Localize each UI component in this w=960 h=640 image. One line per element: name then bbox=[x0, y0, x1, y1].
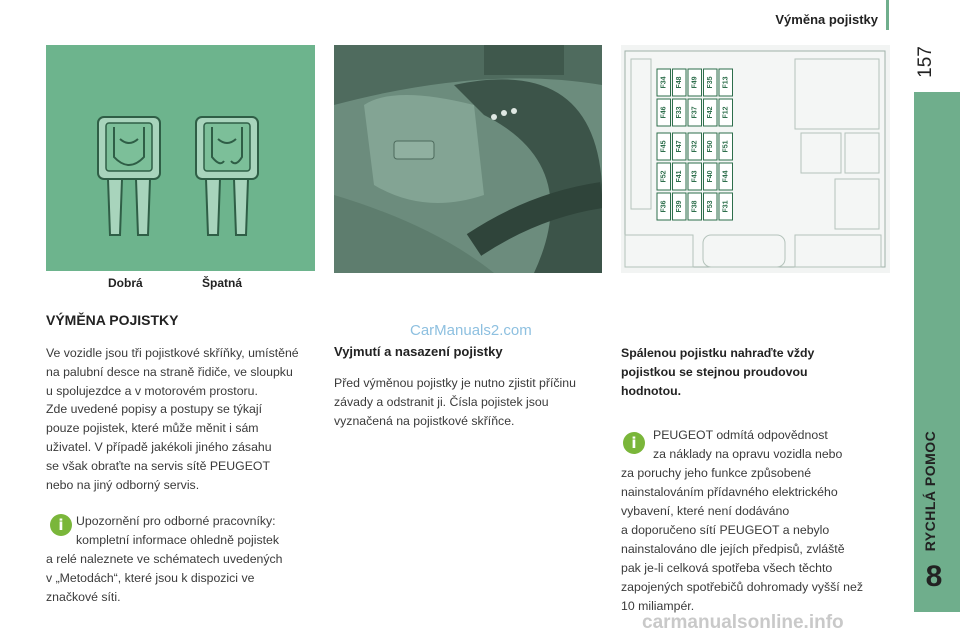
warning-line: pojistkou se stejnou proudovou bbox=[621, 365, 808, 379]
fuse-label: F37 bbox=[691, 106, 699, 119]
professional-note bbox=[46, 512, 318, 607]
chapter-number: 8 bbox=[925, 560, 943, 593]
section-heading: VÝMĚNA POJISTKY bbox=[46, 312, 179, 328]
watermark-top: CarManuals2.com bbox=[410, 322, 532, 339]
fuse-label: F49 bbox=[691, 76, 699, 89]
fuse-label: F45 bbox=[660, 140, 668, 153]
liability-line: nainstalováním přídavného elektrického bbox=[621, 485, 838, 499]
fuse-label: F34 bbox=[660, 76, 668, 89]
dashboard-photo bbox=[334, 45, 602, 273]
fuse-comparison-graphic bbox=[46, 45, 315, 271]
fuse-label: F46 bbox=[660, 106, 668, 119]
liability-line: pak je-li celková spotřeba všech těchto bbox=[621, 561, 833, 575]
liability-line: nainstalováno dle jejích předpisů, zvláště bbox=[621, 542, 845, 556]
bad-fuse-caption: Špatná bbox=[202, 276, 243, 290]
fuse-label: F36 bbox=[660, 200, 668, 213]
fuse-label: F43 bbox=[691, 170, 699, 183]
intro-line: Ve vozidle jsou tři pojistkové skříňky, umístěné bbox=[46, 346, 299, 360]
good-fuse-icon bbox=[98, 117, 160, 235]
scope-line: pouze pojistek, které může měnit i sám bbox=[46, 421, 259, 435]
intro-paragraph bbox=[46, 344, 316, 401]
note-line: kompletní informace ohledně pojistek bbox=[76, 533, 280, 547]
note-line: v „Metodách“, které jsou k dispozici ve bbox=[46, 571, 255, 585]
page-number: 157 bbox=[915, 46, 936, 78]
fuse-label: F53 bbox=[707, 200, 715, 213]
liability-line: za poruchy jeho funkce způsobené bbox=[621, 466, 812, 480]
fuse-label: F48 bbox=[676, 76, 684, 89]
fuse-label: F35 bbox=[707, 76, 715, 89]
fuse-grid bbox=[657, 69, 733, 220]
fuse-label: F52 bbox=[660, 170, 668, 183]
info-icon: i bbox=[623, 432, 645, 454]
replacement-warning bbox=[621, 344, 881, 401]
removal-line: vyznačená na pojistkové skříňce. bbox=[334, 414, 515, 428]
warning-line: hodnotou. bbox=[621, 384, 682, 398]
steering-wheel-illustration bbox=[334, 45, 602, 273]
liability-line: vybavení, které není dodáváno bbox=[621, 504, 790, 518]
note-line: značkové síti. bbox=[46, 590, 121, 604]
subsection-heading: Vyjmutí a nasazení pojistky bbox=[334, 344, 503, 359]
fuse-label: F32 bbox=[691, 140, 699, 153]
liability-line: 10 miliampér. bbox=[621, 599, 695, 613]
liability-line: za náklady na opravu vozidla nebo bbox=[653, 447, 843, 461]
removal-line: závady a odstranit ji. Čísla pojistek jsou bbox=[334, 395, 549, 409]
fuse-label: F13 bbox=[722, 76, 730, 89]
fuse-label: F50 bbox=[707, 140, 715, 153]
fuse-illustration bbox=[46, 45, 315, 271]
info-icon: i bbox=[50, 514, 72, 536]
section-title: Výměna pojistky bbox=[775, 12, 878, 27]
bad-fuse-icon bbox=[196, 117, 258, 235]
scope-line: se však obraťte na servis sítě PEUGEOT bbox=[46, 459, 270, 473]
scope-line: nebo na jiný odborný servis. bbox=[46, 478, 200, 492]
header-accent-bar bbox=[886, 0, 889, 30]
removal-line: Před výměnou pojistky je nutno zjistit příčinu bbox=[334, 376, 576, 390]
fusebox-diagram bbox=[621, 45, 890, 273]
scope-paragraph bbox=[46, 400, 316, 495]
good-fuse-caption: Dobrá bbox=[108, 276, 143, 290]
watermark-bottom: carmanualsonline.info bbox=[642, 612, 844, 633]
fusebox-layout-graphic bbox=[621, 45, 890, 273]
liability-line: a doporučeno sítí PEUGEOT a nebylo bbox=[621, 523, 830, 537]
intro-line: u spolujezdce a v motorovém prostoru. bbox=[46, 384, 258, 398]
fuse-label: F12 bbox=[722, 106, 730, 119]
fuse-label: F40 bbox=[707, 170, 715, 183]
scope-line: Zde uvedené popisy a postupy se týkají bbox=[46, 402, 263, 416]
fuse-label: F41 bbox=[676, 170, 684, 183]
liability-line: zapojených spotřebičů dohromady vyšší než bbox=[621, 580, 863, 594]
intro-line: na palubní desce na straně řidiče, ve sloupku bbox=[46, 365, 293, 379]
fuse-label: F31 bbox=[722, 200, 730, 213]
warning-line: Spálenou pojistku nahraďte vždy bbox=[621, 346, 815, 360]
removal-paragraph bbox=[334, 374, 606, 431]
fuse-label: F51 bbox=[722, 140, 730, 153]
liability-line: PEUGEOT odmítá odpovědnost bbox=[653, 428, 828, 442]
liability-note bbox=[621, 426, 906, 616]
chapter-tab-label: RYCHLÁ POMOC bbox=[922, 430, 938, 552]
fuse-label: F44 bbox=[722, 170, 730, 183]
fuse-label: F39 bbox=[676, 200, 684, 213]
fuse-label: F33 bbox=[676, 106, 684, 119]
fuse-label: F42 bbox=[707, 106, 715, 119]
note-line: a relé naleznete ve schématech uvedených bbox=[46, 552, 283, 566]
fuse-label: F47 bbox=[676, 140, 684, 153]
scope-line: uživatel. V případě jakékoli jiného zásahu bbox=[46, 440, 272, 454]
note-line: Upozornění pro odborné pracovníky: bbox=[76, 514, 276, 528]
fuse-label: F38 bbox=[691, 200, 699, 213]
